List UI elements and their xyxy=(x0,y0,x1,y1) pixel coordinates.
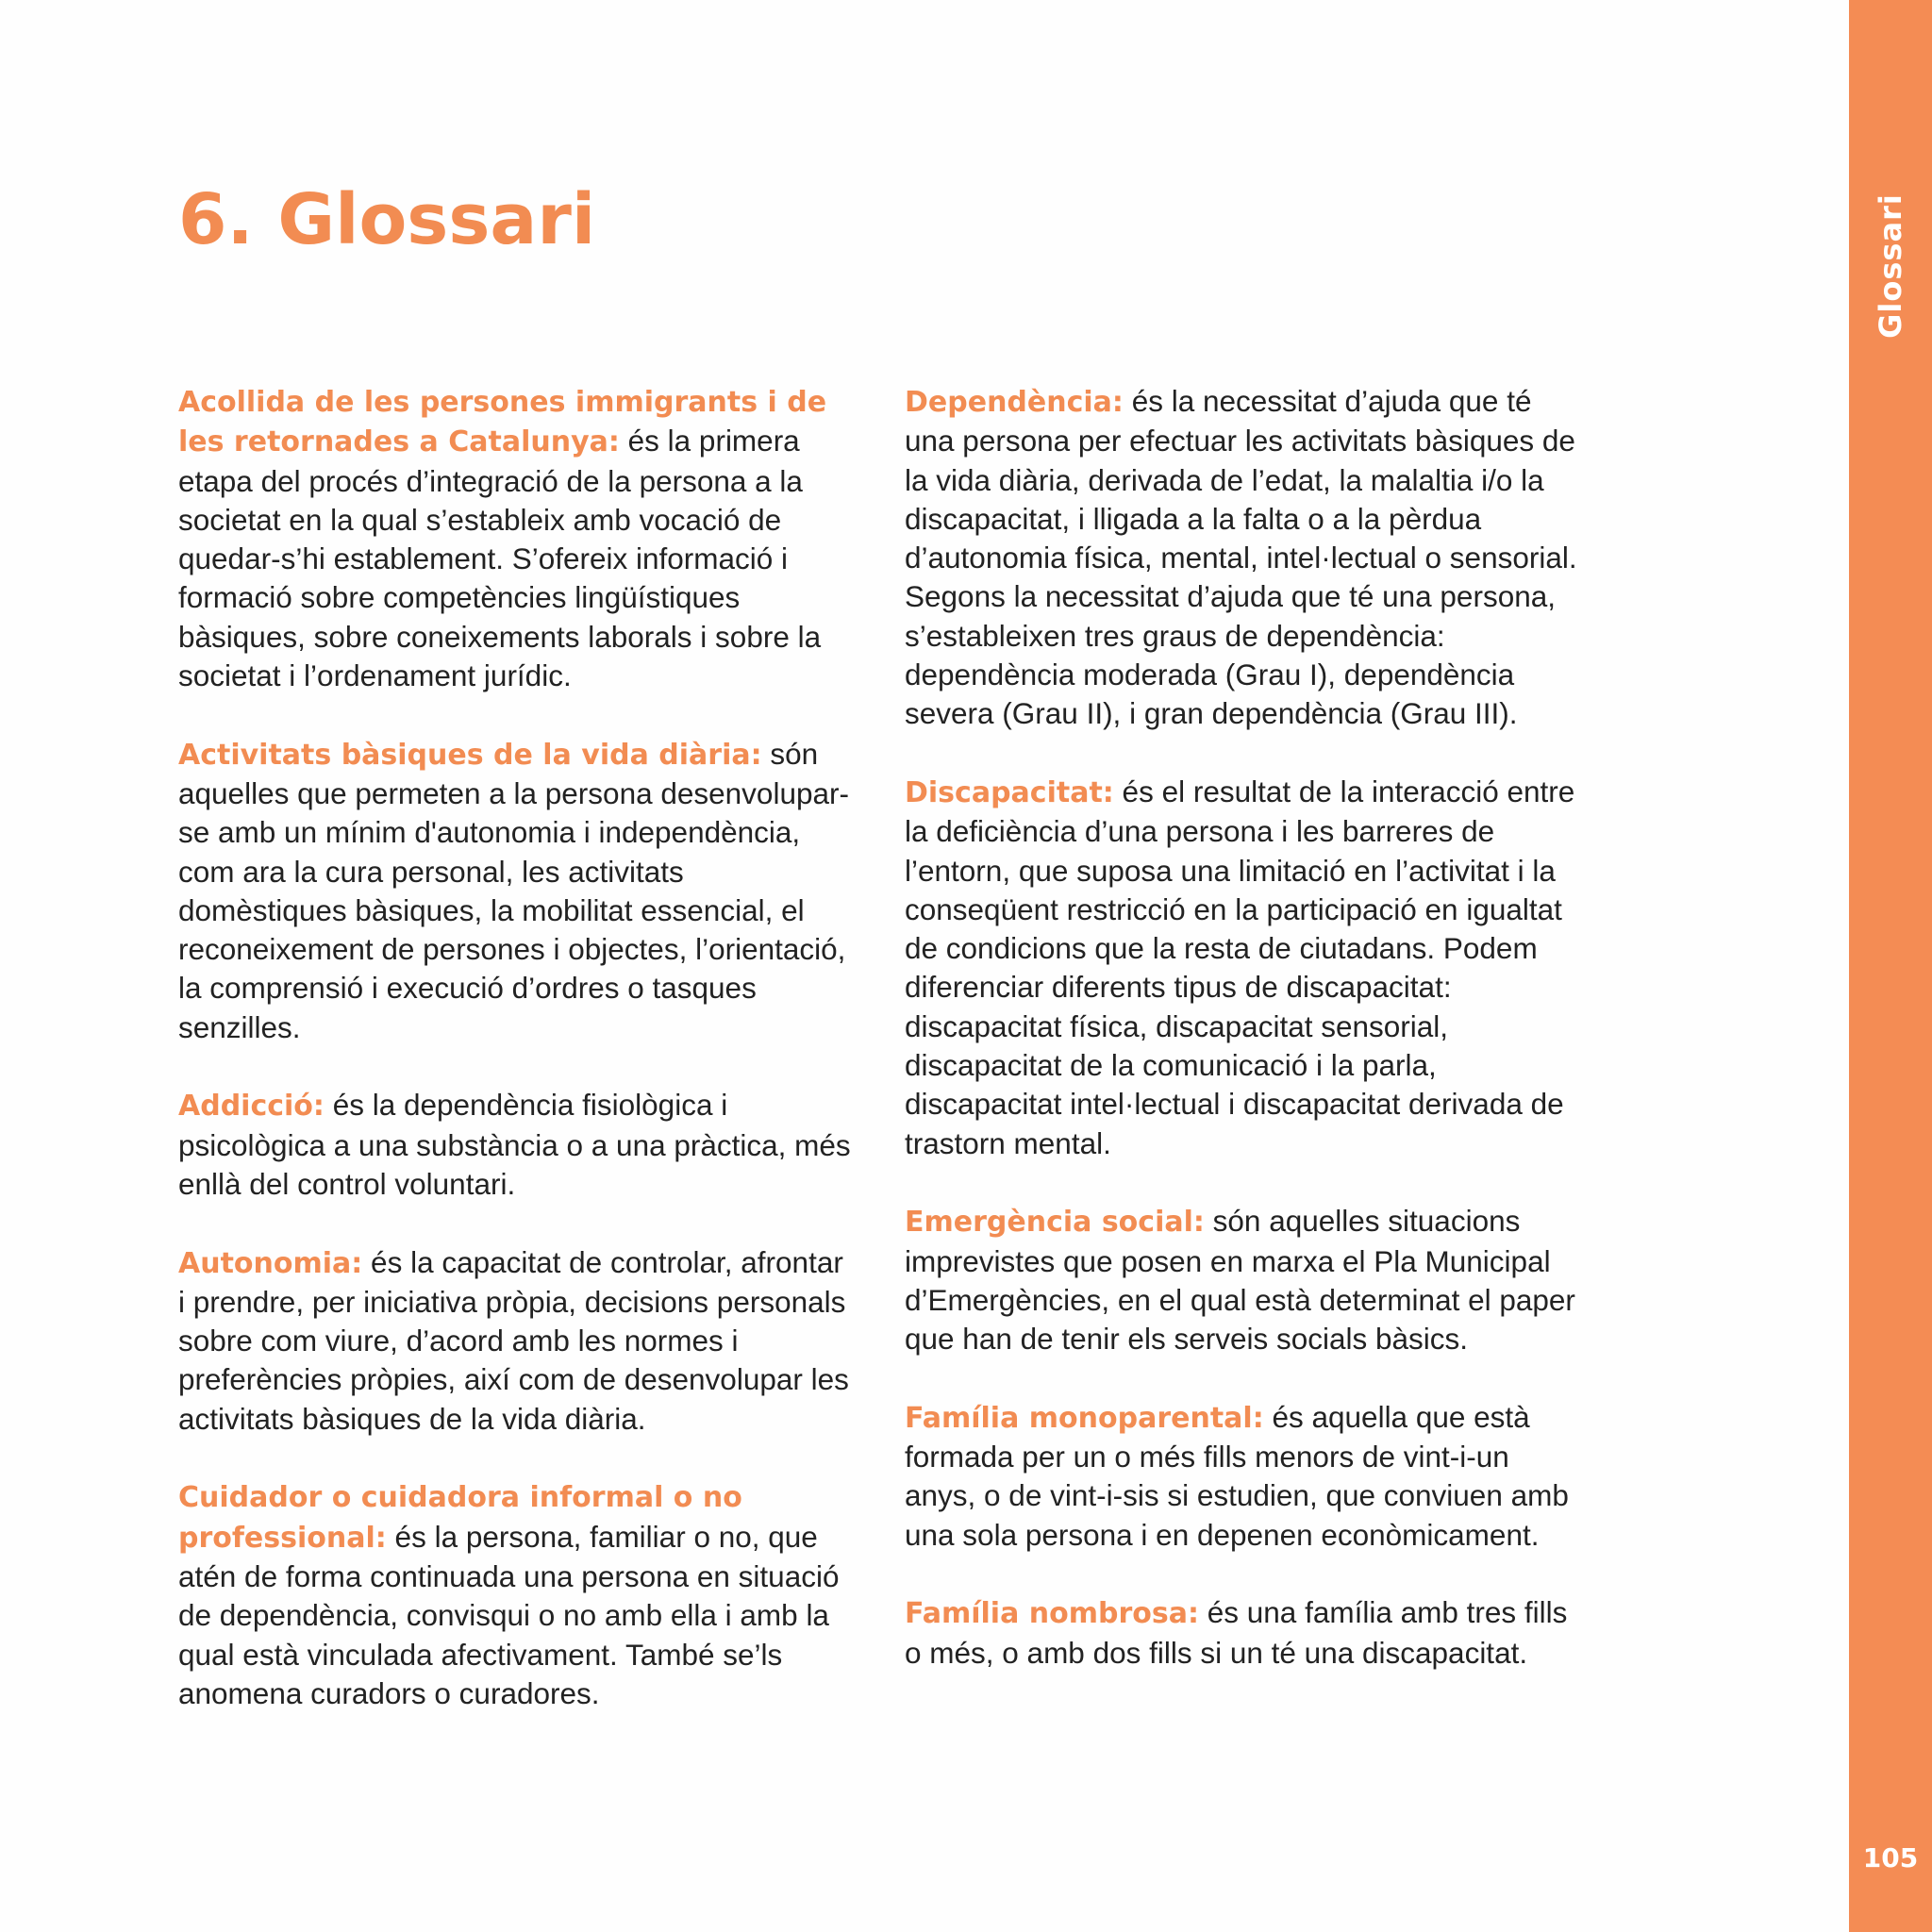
glossary-term: Família nombrosa: xyxy=(905,1597,1199,1631)
glossary-term: Autonomia: xyxy=(178,1246,363,1280)
glossary-entry-familia-monoparental xyxy=(905,1398,1584,1555)
glossary-term: Acollida de les persones immigrants i de les retornades a Catalunya: xyxy=(178,386,827,459)
glossary-term: Cuidador o cuidadora informal o no professional: xyxy=(178,1481,742,1555)
glossary-definition: és la primera etapa del procés d’integració de la persona a la societat en la qual s’estableix amb vocació de quedar-s’hi establement. S’ofereix informació i formació sobre competències lingüístiques bàsiques, sobre coneixements laborals i sobre la societat i l’ordenament jurídic. xyxy=(178,424,822,693)
glossary-definition: és la dependència fisiològica i psicològica a una substància o a una pràctica, més enllà del control voluntari. xyxy=(178,1088,851,1201)
glossary-term: Discapacitat: xyxy=(905,775,1114,809)
glossary-definition: és la capacitat de controlar, afrontar i prendre, per iniciativa pròpia, decisions personals sobre com viure, d’acord amb les normes i preferències pròpies, així com de desenvolupar les activitats bàsiques de la vida diària. xyxy=(178,1244,849,1436)
glossary-column-left xyxy=(178,382,858,1752)
glossary-term: Família monoparental: xyxy=(905,1401,1264,1435)
page-number: 105 xyxy=(1862,1842,1919,1874)
glossary-term: Emergència social: xyxy=(905,1206,1205,1240)
glossary-definition: és el resultat de la interacció entre la deficiència d’una persona i les barreres de l’entorn, que suposa una limitació en l’activitat i la conseqüent restricció en la participació en igualtat de condicions que la resta de ciutadans. Podem diferenciar diferents tipus de discapacitat: discapacitat física, discapacitat sensorial, discapacitat de la comunicació i la parla, discapacitat intel·lectual i discapacitat derivada de trastorn mental. xyxy=(905,774,1575,1160)
glossary-entry-dependencia xyxy=(905,382,1584,734)
page-title: 6. Glossari xyxy=(178,179,596,260)
glossary-column-right xyxy=(905,382,1584,1711)
glossary-definition: és aquella que està formada per un o més fills menors de vint-i-un anys, o de vint-i-sis si estudien, que conviuen amb una sola persona i en depenen econòmicament. xyxy=(905,1399,1569,1552)
glossary-entry-familia-nombrosa xyxy=(905,1593,1584,1673)
glossary-entry-autonomia xyxy=(178,1243,858,1439)
glossary-entry-cuidador xyxy=(178,1477,858,1713)
glossary-definition: són aquelles situacions imprevistes que posen en marxa el Pla Municipal d’Emergències, en el qual està determinat el paper que han de tenir els serveis socials bàsics. xyxy=(905,1204,1575,1357)
glossary-entry-discapacitat xyxy=(905,773,1584,1163)
glossary-definition: és la necessitat d’ajuda que té una persona per efectuar les activitats bàsiques de la vida diària, derivada de l’edat, la malaltia i/o la discapacitat, i lligada a la falta o a la pèrdua d’autonomia física, mental, intel·lectual o sensorial. Segons la necessitat d’ajuda que té una persona, s’estableixen tres graus de dependència: dependència moderada (Grau I), dependència severa (Grau II), i gran dependència (Grau III). xyxy=(905,384,1577,731)
glossary-definition: és una família amb tres fills o més, o amb dos fills si un té una discapacitat. xyxy=(905,1595,1568,1670)
glossary-entry-acollida xyxy=(178,382,858,695)
glossary-term: Activitats bàsiques de la vida diària: xyxy=(178,738,762,772)
glossary-term: Addicció: xyxy=(178,1090,325,1124)
glossary-term: Dependència: xyxy=(905,386,1124,419)
glossary-definition: són aquelles que permeten a la persona desenvolupar-se amb un mínim d'autonomia i independència, com ara la cura personal, les activitats domèstiques bàsiques, la mobilitat essencial, el reconeixement de persones i objectes, l’orientació, la comprensió i execució d’ordres o tasques senzilles. xyxy=(178,736,849,1044)
glossary-entry-emergencia-social xyxy=(905,1202,1584,1358)
glossary-entry-activitats-basiques xyxy=(178,735,858,1047)
side-tab-label: Glossari xyxy=(1873,193,1908,339)
side-tab-band xyxy=(1849,0,1932,1932)
glossary-definition: és la persona, familiar o no, que atén de forma continuada una persona en situació de dependència, convisqui o no amb ella i amb la qual està vinculada afectivament. També se’ls anomena curadors o curadores. xyxy=(178,1519,840,1710)
glossary-entry-addiccio xyxy=(178,1086,858,1204)
